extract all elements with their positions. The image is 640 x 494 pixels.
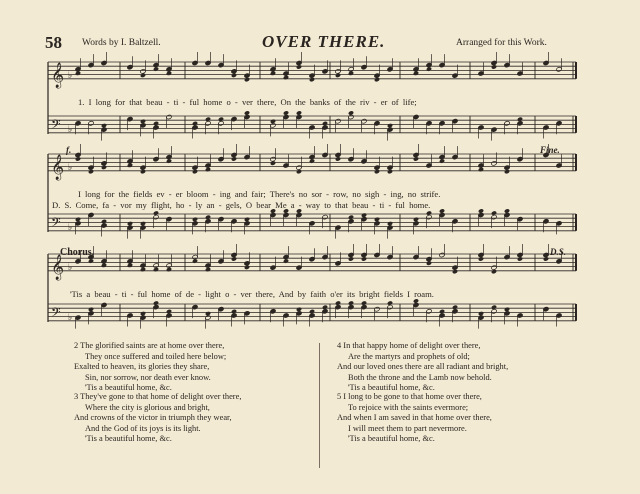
note-head	[491, 305, 497, 310]
verse-line: Where the city is glorious and bright,	[85, 402, 210, 412]
note-head	[374, 77, 380, 82]
note-head	[88, 258, 94, 263]
note-head	[166, 267, 172, 272]
note-head	[231, 256, 237, 261]
verse-line: Are the martyrs and prophets of old;	[348, 351, 470, 361]
note-head	[244, 77, 250, 82]
treble-clef: 𝄞	[51, 154, 65, 180]
note-head	[283, 75, 289, 80]
verse-line: They once suffered and toiled here below;	[85, 351, 227, 361]
hymn-title: OVER THERE.	[262, 32, 386, 51]
note-head	[218, 117, 224, 122]
verse-4	[337, 341, 508, 394]
treble-clef: 𝄞	[51, 62, 65, 88]
verse-line: Sin, nor sorrow, nor death ever know.	[85, 372, 211, 382]
note-head	[335, 300, 341, 305]
note-head	[205, 167, 211, 172]
verse-line: 'Tis a beautiful home, &c.	[85, 383, 172, 393]
note-head	[309, 158, 315, 163]
verse-line: 'Tis a beautiful home, &c.	[348, 434, 435, 444]
verse-line: 'Tis a beautiful home, &c.	[348, 383, 435, 393]
verse-line: To rejoice with the saints evermore;	[348, 402, 469, 412]
note-head	[101, 123, 107, 128]
note-head	[140, 119, 146, 124]
note-head	[348, 256, 354, 261]
verse-2	[74, 341, 226, 394]
note-head	[426, 261, 432, 266]
verse-line: And our loved ones there are all radiant and bright,	[337, 362, 509, 372]
verse-line: I will meet them to part nevermore.	[348, 423, 467, 433]
note-head	[361, 213, 367, 218]
time-signature: ♭	[68, 222, 73, 233]
verse-line: Both the throne and the Lamb now behold.	[348, 372, 492, 382]
verse-line: And crowns of the victor in triumph they wear,	[74, 413, 232, 423]
note-head	[153, 300, 159, 305]
note-head	[283, 110, 289, 115]
note-head	[478, 208, 484, 213]
verse-3	[74, 392, 241, 445]
bass-clef: 𝄢	[51, 116, 61, 135]
note-head	[244, 110, 250, 115]
verse-line: Exalted to heaven, its glories they share,	[74, 362, 210, 372]
note-head	[192, 121, 198, 126]
note-head	[348, 110, 354, 115]
verse-line: And the God of its joys is its light.	[85, 423, 201, 433]
note-head	[88, 169, 94, 174]
note-head	[153, 267, 159, 272]
note-head	[426, 66, 432, 71]
time-signature: ♭	[68, 70, 73, 81]
note-head	[413, 71, 419, 76]
note-head	[348, 215, 354, 220]
note-head	[166, 71, 172, 76]
time-signature: ♭	[68, 312, 73, 323]
note-head	[543, 256, 549, 261]
verse-column-divider	[319, 343, 320, 468]
note-head	[140, 311, 146, 316]
lyric-line-4: 'Tis a beau - ti - ful home of de - light o - ver there, And by faith o'er its bright fields I roam.	[70, 289, 434, 299]
lyric-line-3: D. S. Come, fa - vor my flight, ho - ly an - gels, O bear Me a - way to that beau - ti - ful home.	[52, 200, 431, 210]
note-head	[140, 267, 146, 272]
lyric-line-1: 1. I long for that beau - ti - ful home o - ver there, On the banks of the riv - er of life;	[78, 97, 417, 107]
time-signature: ♭	[68, 162, 73, 173]
page-number: 58	[45, 33, 62, 52]
verse-line: 4 In that happy home of delight over there,	[337, 341, 481, 350]
note-head	[426, 210, 432, 215]
note-head	[192, 169, 198, 174]
note-head	[166, 158, 172, 163]
time-signature: ♭	[68, 262, 73, 273]
note-head	[140, 169, 146, 174]
note-head	[192, 258, 198, 263]
note-head	[270, 71, 276, 76]
fine-marking: Fine.	[540, 145, 560, 155]
note-head	[166, 309, 172, 314]
note-head	[140, 73, 146, 78]
note-head	[413, 217, 419, 222]
note-head	[153, 66, 159, 71]
note-head	[296, 307, 302, 312]
note-head	[335, 156, 341, 161]
note-head	[504, 169, 510, 174]
verse-line: 2 The glorified saints are at home over there,	[74, 341, 225, 350]
note-head	[387, 123, 393, 128]
note-head	[439, 208, 445, 213]
note-head	[348, 300, 354, 305]
note-head	[101, 263, 107, 268]
ds-marking: D.S.	[550, 247, 567, 257]
note-head	[491, 269, 497, 274]
note-head	[244, 217, 250, 222]
note-head	[75, 217, 81, 222]
note-head	[504, 307, 510, 312]
note-head	[296, 169, 302, 174]
note-head	[309, 309, 315, 314]
note-head	[127, 263, 133, 268]
note-head	[309, 77, 315, 82]
note-head	[270, 161, 276, 166]
note-head	[452, 269, 458, 274]
words-credit: Words by I. Baltzell.	[82, 38, 161, 48]
note-head	[491, 64, 497, 69]
note-head	[439, 309, 445, 314]
note-head	[101, 219, 107, 224]
note-head	[270, 119, 276, 124]
verse-line: And when I am saved in that home over there,	[337, 413, 492, 423]
note-head	[413, 156, 419, 161]
note-head	[231, 73, 237, 78]
treble-clef: 𝄞	[51, 254, 65, 280]
note-head	[387, 300, 393, 305]
note-head	[205, 311, 211, 316]
note-head	[296, 110, 302, 115]
note-head	[231, 309, 237, 314]
note-head	[127, 221, 133, 226]
note-head	[322, 305, 328, 310]
note-head	[296, 64, 302, 69]
note-head	[387, 221, 393, 226]
note-head	[413, 298, 419, 303]
note-head	[374, 217, 380, 222]
verse-5	[337, 392, 492, 445]
chorus-label: Chorus.	[60, 247, 95, 258]
note-head	[478, 167, 484, 172]
note-head	[361, 256, 367, 261]
note-head	[361, 300, 367, 305]
bass-clef: 𝄢	[51, 304, 61, 323]
note-head	[439, 158, 445, 163]
note-head	[478, 256, 484, 261]
note-head	[127, 163, 133, 168]
note-head	[244, 265, 250, 270]
note-head	[517, 256, 523, 261]
note-head	[192, 217, 198, 222]
note-head	[491, 210, 497, 215]
note-head	[88, 307, 94, 312]
lyric-line-2: I long for the fields ev - er bloom - ing and fair; There's no sor - row, no sigh - ing, no strife.	[78, 189, 441, 199]
note-head	[387, 169, 393, 174]
note-head	[205, 267, 211, 272]
note-head	[153, 210, 159, 215]
dynamic-marking: f.	[66, 145, 72, 155]
note-head	[374, 169, 380, 174]
note-head	[283, 258, 289, 263]
note-head	[101, 165, 107, 170]
note-head	[517, 117, 523, 122]
note-head	[478, 311, 484, 316]
time-signature: ♭	[68, 124, 73, 135]
note-head	[205, 117, 211, 122]
arrangement-credit: Arranged for this Work.	[456, 38, 547, 48]
note-head	[205, 215, 211, 220]
verse-line: 5 I long to be gone to that home over there,	[337, 392, 482, 401]
note-head	[140, 221, 146, 226]
note-head	[231, 156, 237, 161]
note-head	[153, 121, 159, 126]
note-head	[75, 71, 81, 76]
note-head	[335, 73, 341, 78]
note-head	[75, 156, 81, 161]
verse-line: 3 They've gone to that home of delight over there,	[74, 392, 242, 401]
note-head	[504, 208, 510, 213]
verse-line: 'Tis a beautiful home, &c.	[85, 434, 172, 444]
note-head	[452, 305, 458, 310]
bass-clef: 𝄢	[51, 214, 61, 233]
note-head	[348, 71, 354, 76]
note-head	[322, 121, 328, 126]
